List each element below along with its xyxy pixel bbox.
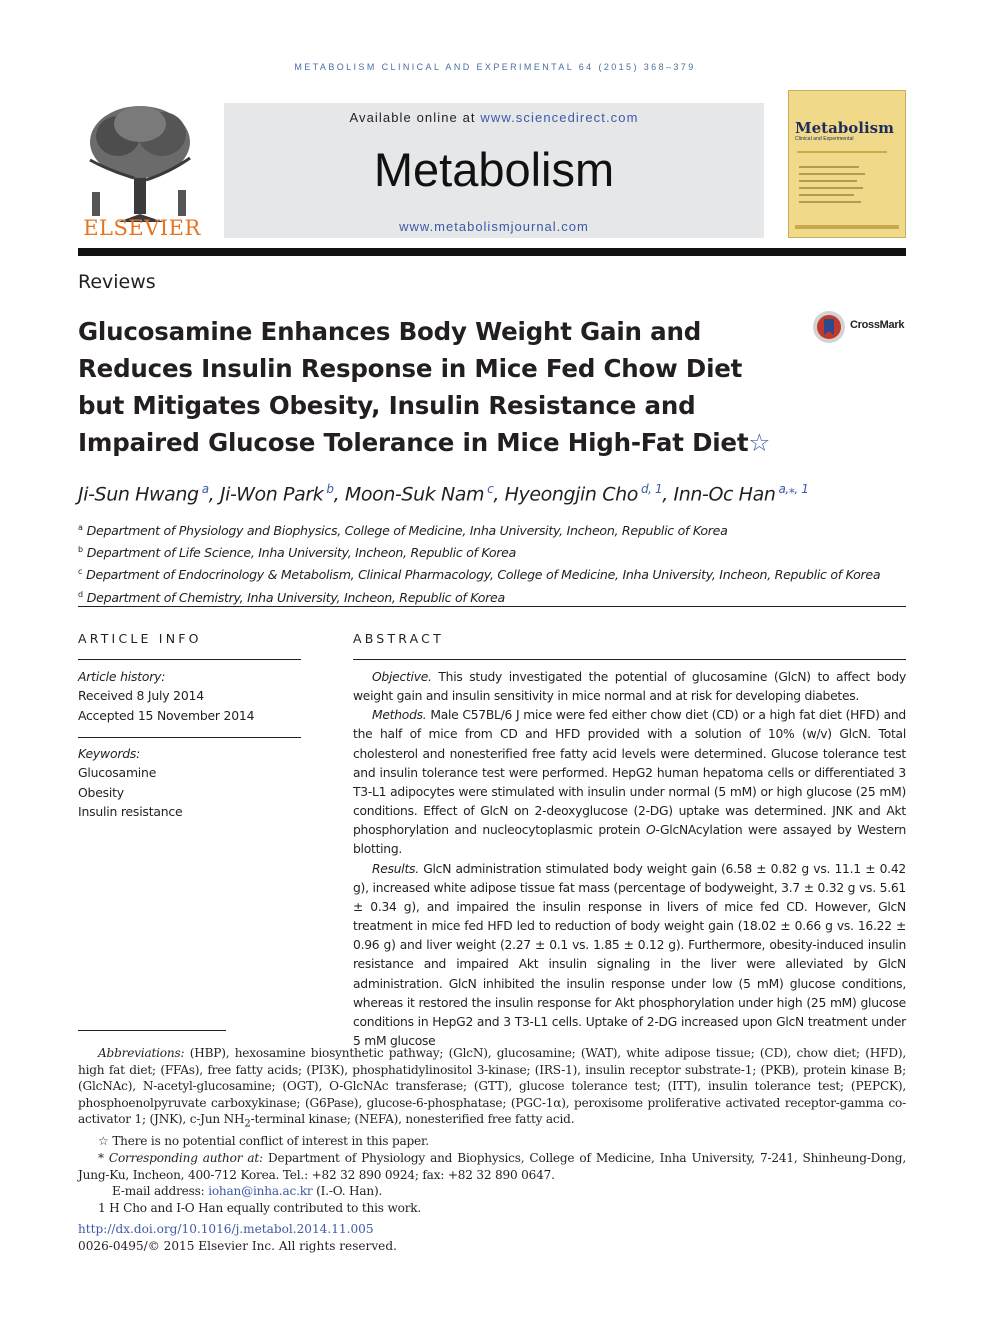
author-affil-mark[interactable]: c: [487, 482, 494, 496]
conflict-footnote: ☆ There is no potential conflict of interest in this paper.: [98, 1134, 429, 1149]
keywords-rule: [78, 737, 301, 738]
author-affil-mark[interactable]: a,⁎, 1: [778, 482, 809, 496]
crossmark-label: CrossMark: [850, 319, 905, 331]
abbreviations-footnote: Abbreviations: (HBP), hexosamine biosynthetic pathway; (GlcN), glucosamine; (WAT), white adipose tissue; (CD), chow diet; (HFD), high fat diet; (FFAs), free fatty acids; (PI3K), phosphatidylinositol 3-kinase; (IRS-1), insulin receptor substrate-1; (PKB), protein kinase B; (GlcNAc), N-acetyl-glucosamine; (OGT), O-GlcNAc transferase; (GTT), glucose tolerance test; (ITT), insulin tolerance test; (PEPCK), phosphoenolpyruvate carboxykinase; (G6Pase), glucose-6-phosphatase; (PGC-1α), peroxisome proliferative activated receptor-gamma co-activator 1; (JNK), c-Jun $NH_2$-terminal kinase; (NEFA), nonesterified free fatty acid.: [78, 1046, 906, 1130]
affiliation-rule: [78, 606, 906, 607]
cover-subtitle: Clinical and Experimental: [795, 136, 854, 142]
journal-homepage-link[interactable]: www.metabolismjournal.com: [399, 219, 589, 234]
journal-name: Metabolism: [373, 143, 615, 196]
article-info-heading: ARTICLE INFO: [78, 631, 202, 646]
title-line: Reduces Insulin Response in Mice Fed Chow Diet: [78, 354, 743, 383]
corresponding-author-footnote: * Corresponding author at: Department of Physiology and Biophysics, College of Medicine, Inha University, 7-241, Shinheung-Dong, Jung-Ku, Incheon, 400-712 Korea. Tel.: +82 32 890 0924; fax: +82 32 890 0647.: [78, 1150, 906, 1182]
cover-contents-lines: [799, 161, 869, 221]
abstract-rule: [353, 659, 906, 660]
author-affil-mark[interactable]: a: [201, 482, 209, 496]
sciencedirect-link[interactable]: www.sciencedirect.com: [480, 110, 639, 125]
affiliation: $^d$ Department of Chemistry, Inha University, Incheon, Republic of Korea: [78, 589, 505, 605]
affiliation-list: [78, 518, 880, 607]
accepted-date: Accepted 15 November 2014: [78, 707, 255, 723]
abstract-body: [353, 668, 906, 1051]
abstract-objective: Objective. This study investigated the potential of glucosamine (GlcN) to affect body weight gain and insulin sensitivity in mice normal and at risk for developing diabetes.: [353, 670, 906, 704]
title-line: Impaired Glucose Tolerance in Mice High-Fat Diet☆: [78, 428, 771, 457]
author-affil-mark[interactable]: d, 1: [640, 482, 663, 496]
article-section: Reviews: [78, 271, 156, 293]
received-date: Received 8 July 2014: [78, 688, 204, 704]
author[interactable]: Ji-Sun Hwang: [78, 483, 199, 506]
affiliation: $^c$ Department of Endocrinology & Metabolism, Clinical Pharmacology, College of Medicine, Inha University, Incheon, Republic of Korea: [78, 567, 881, 583]
email-footnote: E-mail address: iohan@inha.ac.kr (I.-O. Han).: [112, 1184, 383, 1199]
author[interactable]: Moon-Suk Nam: [344, 483, 485, 506]
article-title: [78, 313, 778, 461]
crossmark-badge[interactable]: [812, 310, 912, 344]
author[interactable]: Ji-Won Park: [219, 483, 324, 506]
doi-link[interactable]: http://dx.doi.org/10.1016/j.metabol.2014.11.005: [78, 1222, 374, 1236]
title-line: Glucosamine Enhances Body Weight Gain and: [78, 317, 702, 346]
affiliation: $^b$ Department of Life Science, Inha University, Incheon, Republic of Korea: [78, 545, 517, 561]
abstract-heading: ABSTRACT: [353, 631, 444, 646]
footnote-rule: [78, 1030, 226, 1031]
keyword: Obesity: [78, 784, 124, 800]
elsevier-wordmark: ELSEVIER: [83, 216, 201, 240]
cover-title: Metabolism: [795, 119, 895, 137]
article-history: [78, 667, 301, 725]
header-rule: [78, 248, 906, 256]
keyword: Insulin resistance: [78, 803, 183, 819]
title-footnote-star[interactable]: ☆: [748, 428, 771, 457]
crossmark-icon: [812, 310, 846, 344]
available-online-line: [224, 110, 764, 125]
author-affil-mark[interactable]: b: [326, 482, 334, 496]
keyword: Glucosamine: [78, 765, 157, 781]
cover-decoration: [797, 151, 887, 153]
elsevier-logo[interactable]: [78, 100, 206, 240]
copyright-line: 0026-0495/© 2015 Elsevier Inc. All rights reserved.: [78, 1239, 397, 1253]
article-info-rule: [78, 659, 301, 660]
abstract-methods: Methods. Male C57BL/6 J mice were fed either chow diet (CD) or a high fat diet (HFD) and the half of mice from CD and HFD provided with a solution of 10% (w/v) GlcN. Total cholesterol and nonesterified free fatty acid levels were determined. Glucose tolerance test and insulin tolerance test were performed. HepG2 human hepatoma cells or differentiated 3 T3-L1 adipocytes were stimulated with insulin under normal (5 mM) or high glucose (25 mM) conditions. Effect of GlcN on 2-deoxyglucose (2-DG) uptake was determined. JNK and Akt phosphorylation and nucleocytoplasmic protein O-GlcNAcylation were assayed by Western blotting.: [353, 708, 906, 857]
abstract-results: Results. GlcN administration stimulated body weight gain (6.58 ± 0.82 g vs. 11.1 ± 0.42 g), increased white adipose tissue fat mass (percentage of bodyweight, 3.7 ± 0.32 g vs. 5.61 ± 0.34 g), and impaired the insulin response in livers of mice fed CD. However, GlcN treatment in mice fed HFD led to reduction of body weight gain (18.02 ± 0.66 g vs. 16.22 ± 0.96 g) and liver weight (2.27 ± 0.1 vs. 1.85 ± 0.12 g). Furthermore, obesity-induced insulin resistance and impaired Akt insulin signaling in the liver were alleviated by GlcN administration. GlcN inhibited the insulin response under low (5 mM) glucose conditions, whereas it restored the insulin response for Akt phosphorylation under high (25 mM) glucose conditions in HepG2 and 3 T3-L1 cells. Uptake of 2-DG increased upon GlcN treatment under 5 mM glucose: [353, 861, 906, 1048]
author-email-link[interactable]: iohan@inha.ac.kr: [208, 1184, 313, 1199]
history-label: Article history:: [78, 669, 166, 684]
affiliation: $^a$ Department of Physiology and Biophysics, College of Medicine, Inha University, Incheon, Republic of Korea: [78, 523, 728, 538]
keywords-block: [78, 744, 301, 821]
available-prefix: Available online at: [349, 110, 476, 125]
cover-footer-bar: [795, 225, 899, 229]
equal-contribution-footnote: 1 H Cho and I-O Han equally contributed to this work.: [98, 1200, 422, 1215]
keywords-label: Keywords:: [78, 746, 141, 761]
journal-running-header: METABOLISM CLINICAL AND EXPERIMENTAL 64 (2015) 368–379: [294, 62, 696, 72]
author[interactable]: Hyeongjin Cho: [504, 483, 638, 506]
author[interactable]: Inn-Oc Han: [673, 483, 776, 506]
title-line: but Mitigates Obesity, Insulin Resistance and: [78, 391, 696, 420]
journal-cover-thumbnail[interactable]: [788, 90, 906, 238]
author-list: Ji-Sun Hwang $^a$, Ji-Won Park $^b$, Moon-Suk Nam $^c$, Hyeongjin Cho $^{d, 1}$, Inn-Oc Han $^{a,⁎, 1}$: [78, 482, 809, 506]
footnotes: [78, 1045, 906, 1216]
